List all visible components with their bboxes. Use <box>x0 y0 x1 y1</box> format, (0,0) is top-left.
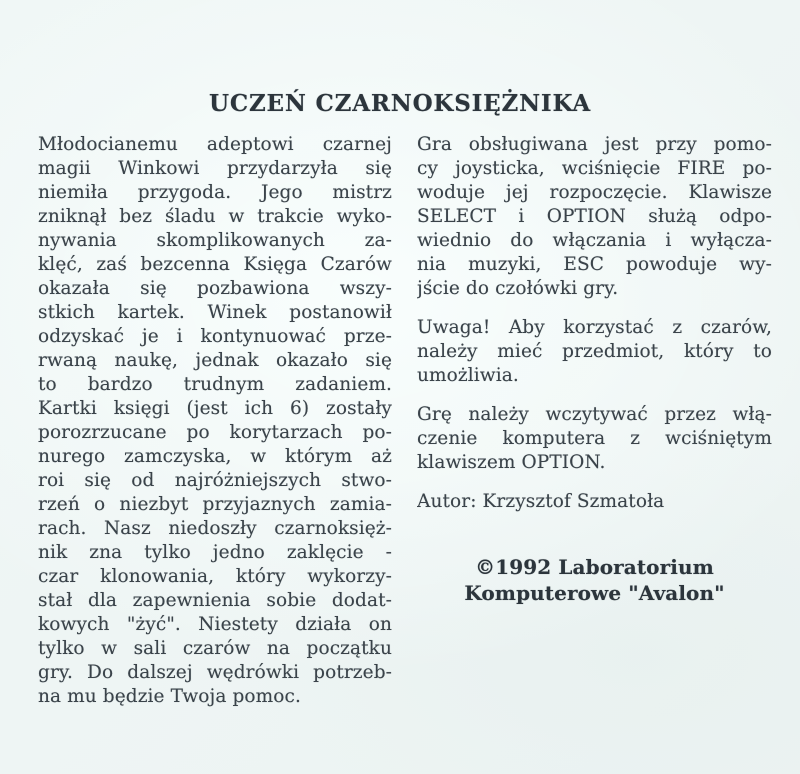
left-text-column <box>38 133 392 709</box>
text-line: nik zna tylko jedno zaklęcie - <box>38 542 392 563</box>
text-line: stał dla zapewnienia sobie dodat- <box>38 590 392 611</box>
text-line: rzeń o niezbyt przyjaznych zamia- <box>38 494 392 515</box>
copyright-line-2: Komputerowe "Avalon" <box>464 581 725 605</box>
text-line: jście do czołówki gry. <box>417 278 619 299</box>
page-title: UCZEŃ CZARNOKSIĘŻNIKA <box>209 90 591 117</box>
text-line: tylko w sali czarów na początku <box>38 638 392 659</box>
text-line: klęć, zaś bezcenna Księga Czarów <box>38 254 392 275</box>
text-line: wiednio do włączania i wyłącza- <box>417 230 772 251</box>
text-line: Grę należy wczytywać przez włą- <box>417 404 772 425</box>
text-line: zniknął bez śladu w trakcie wyko- <box>38 206 392 227</box>
right-text-column <box>417 133 772 606</box>
copyright-line-1: ©1992 Laboratorium <box>475 555 714 579</box>
text-line: należy mieć przedmiot, który to <box>417 341 772 362</box>
text-line: nia muzyki, ESC powoduje wy- <box>417 254 772 275</box>
text-line: klawiszem OPTION. <box>417 452 606 473</box>
right-column-paragraphs <box>417 133 772 514</box>
text-line: gry. Do dalszej wędrówki potrzeb- <box>38 662 392 683</box>
text-line: Gra obsługiwana jest przy pomo- <box>417 134 772 155</box>
text-line: nurego zamczyska, w którym aż <box>38 446 392 467</box>
paragraph <box>417 316 772 388</box>
text-line: rach. Nasz niedoszły czarnoksięż- <box>38 518 392 539</box>
text-line: okazała się pozbawiona wszy- <box>38 278 392 299</box>
text-line: to bardzo trudnym zadaniem. <box>38 374 392 395</box>
text-line: kowych "żyć". Niestety działa on <box>38 614 392 635</box>
text-line: niemiła przygoda. Jego mistrz <box>38 182 392 203</box>
text-line: nywania skomplikowanych za- <box>38 230 392 251</box>
text-line: czar klonowania, który wykorzy- <box>38 566 392 587</box>
paragraph <box>38 133 392 709</box>
text-line: odzyskać je i kontynuować prze- <box>38 326 392 347</box>
text-line: cy joysticka, wciśnięcie FIRE po- <box>417 158 772 179</box>
text-line: umożliwia. <box>417 365 519 386</box>
text-line: roi się od najróżniejszych stwo- <box>38 470 392 491</box>
paragraph <box>417 403 772 475</box>
text-line: Młodocianemu adeptowi czarnej <box>38 134 392 155</box>
text-line: czenie komputera z wciśniętym <box>417 428 772 449</box>
text-line: Autor: Krzysztof Szmatoła <box>417 491 665 512</box>
paragraph <box>417 133 772 301</box>
text-line: na mu będzie Twoja pomoc. <box>38 686 301 707</box>
paragraph <box>417 490 772 514</box>
text-line: Kartki księgi (jest ich 6) zostały <box>38 398 392 419</box>
text-line: Uwaga! Aby korzystać z czarów, <box>417 317 772 338</box>
text-line: SELECT i OPTION służą odpo- <box>417 206 772 227</box>
text-line: stkich kartek. Winek postanowił <box>38 302 392 323</box>
text-line: magii Winkowi przydarzyła się <box>38 158 392 179</box>
copyright-block <box>417 554 772 606</box>
text-line: porozrzucane po korytarzach po- <box>38 422 392 443</box>
text-line: rwaną naukę, jednak okazało się <box>38 350 392 371</box>
text-line: woduje jej rozpoczęcie. Klawisze <box>417 182 772 203</box>
